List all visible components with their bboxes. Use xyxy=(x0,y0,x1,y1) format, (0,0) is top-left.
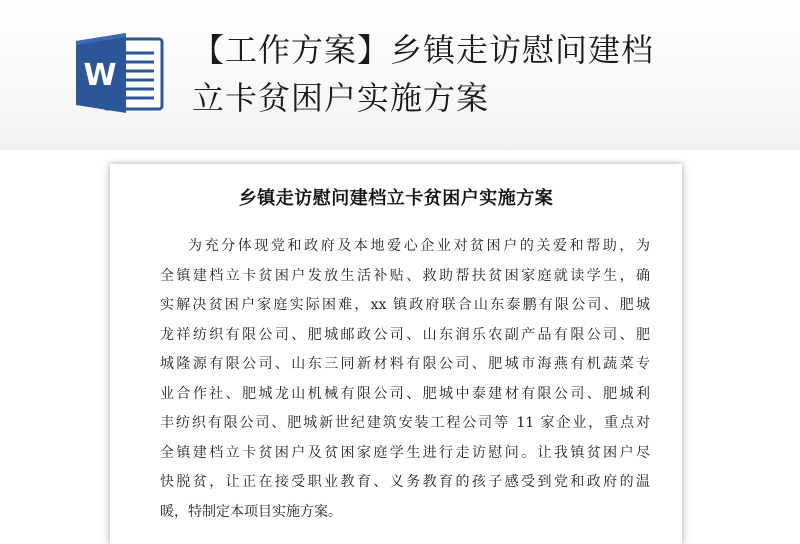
body-line: 全镇建档立卡贫困户发放生活补贴、救助帮扶贫困家庭就读学生，确 xyxy=(160,267,650,284)
body-line: 龙祥纺织有限公司、肥城邮政公司、山东润乐农副产品有限公司、肥 xyxy=(160,326,650,343)
document-page-preview xyxy=(110,164,682,544)
page-title-line-1: 【工作方案】乡镇走访慰问建档 xyxy=(192,31,655,69)
body-line: 快脱贫，让正在接受职业教育、义务教育的孩子感受到党和政府的温 xyxy=(160,474,650,490)
page-title xyxy=(192,26,772,122)
body-line: 全镇建档立卡贫困户及贫困家庭学生进行走访慰问。让我镇贫困户尽 xyxy=(160,444,650,461)
body-line: 城隆源有限公司、山东三同新材料有限公司、肥城市海燕有机蔬菜专 xyxy=(160,356,650,372)
body-line: 丰纺织有限公司、肥城新世纪建筑安装工程公司等 11 家企业，重点对 xyxy=(160,415,650,431)
page-title-line-2: 立卡贫困户实施方案 xyxy=(192,79,490,117)
word-logo-letter: W xyxy=(83,58,117,93)
word-document-icon xyxy=(76,31,164,115)
document-body xyxy=(160,232,650,527)
body-line: 为充分体现党和政府及本地爱心企业对贫困户的关爱和帮助，为 xyxy=(188,238,650,254)
body-line: 业合作社、肥城龙山机械有限公司、肥城中泰建材有限公司、肥城利 xyxy=(160,385,650,402)
body-line: 暖，特制定本项目实施方案。 xyxy=(160,503,342,520)
document-title: 乡镇走访慰问建档立卡贫困户实施方案 xyxy=(238,188,554,209)
body-line: 实解决贫困户家庭实际困难，xx 镇政府联合山东泰鹏有限公司、肥城 xyxy=(160,297,650,313)
